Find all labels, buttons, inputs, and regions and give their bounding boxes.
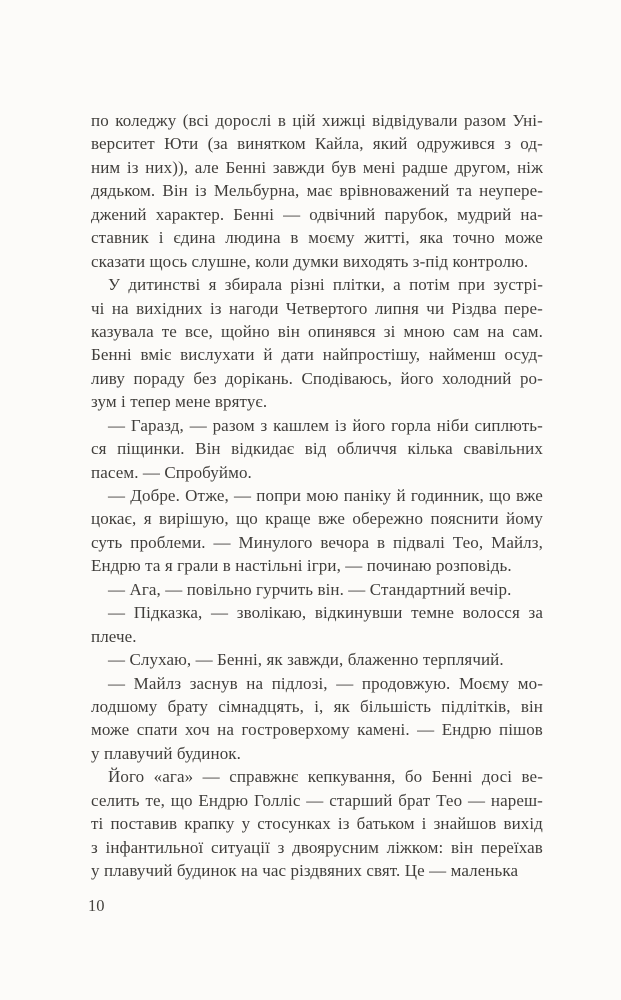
text-line: джений характер. Бенні — одвічний парубок, мудрий на- — [91, 204, 543, 224]
text-line: суть проблеми. — Минулого вечора в підвалі Тео, Майлз, — [91, 532, 543, 552]
text-line: Його «ага» — справжнє кепкування, бо Бенні досі ве- — [108, 767, 543, 787]
text-line: чі на вихідних із нагоди Четвертого липня чи Різдва пере- — [91, 298, 543, 318]
text-line: ливу пораду без дорікань. Сподіваюсь, його холодний ро- — [91, 368, 543, 388]
text-line: верситет Юти (за винятком Кайла, який одружився з од- — [91, 134, 543, 154]
text-line: ся піщинки. Він відкидає від обличчя кілька свавільних — [91, 439, 543, 459]
text-line: лодшому брату сімнадцять, і, як більшість підлітків, він — [91, 696, 543, 716]
text-line: може спати хоч на гостроверхому камені. — Ендрю пішов — [91, 720, 543, 740]
text-line: цокає, я вирішую, що краще вже обережно пояснити йому — [91, 509, 543, 529]
text-line: зум і тепер мене врятує. — [91, 392, 268, 412]
text-line: — Гаразд, — разом з кашлем із його горла ніби сиплють- — [108, 415, 543, 435]
text-line: з інфантильної ситуації з двоярусним ліжком: він переїхав — [91, 837, 543, 857]
text-line: — Слухаю, — Бенні, як завжди, блаженно терплячий. — [108, 650, 504, 670]
text-line: пасем. — Спробуймо. — [91, 462, 252, 482]
text-line: по коледжу (всі дорослі в цій хижці відвідували разом Уні- — [91, 111, 543, 130]
page-text — [91, 109, 543, 882]
text-line: дядьком. Він із Мельбурна, має врівноважений та неупере- — [91, 181, 543, 201]
text-line: — Добре. Отже, — попри мою паніку й годинник, що вже — [108, 486, 543, 505]
text-line: селить те, що Ендрю Голліс — старший брат Тео — нареш- — [91, 790, 543, 810]
page-number: 10 — [88, 896, 105, 915]
text-line: Ендрю та я грали в настільні ігри, — починаю розповідь. — [91, 556, 512, 576]
text-line: — Майлз заснув на підлозі, — продовжую. Моєму мо- — [108, 673, 543, 693]
text-line: у плавучий будинок. — [91, 743, 242, 763]
text-line: казувала те все, щойно він опинявся зі мною сам на сам. — [91, 321, 543, 341]
text-line: Бенні вміє вислухати й дати найпростішу, найменш осуд- — [91, 345, 543, 365]
text-line: У дитинстві я збирала різні плітки, а потім при зустрі- — [108, 275, 543, 295]
text-line: — Ага, — повільно гурчить він. — Стандартний вечір. — [108, 579, 512, 599]
text-line: у плавучий будинок на час різдвяних свят. Це — маленька — [91, 861, 519, 880]
text-line: сказати щось слушне, коли думки виходять з-під контролю. — [91, 251, 529, 271]
text-line: — Підказка, — зволікаю, відкинувши темне волосся за — [108, 603, 543, 623]
text-line: ті поставив крапку у стосунках із батьком і знайшов вихід — [91, 814, 543, 834]
text-line: ставник і єдина людина в моєму житті, яка точно може — [91, 228, 543, 248]
text-line: плече. — [91, 626, 137, 646]
text-line: ним із них)), але Бенні завжди був мені радше другом, ніж — [91, 157, 543, 177]
